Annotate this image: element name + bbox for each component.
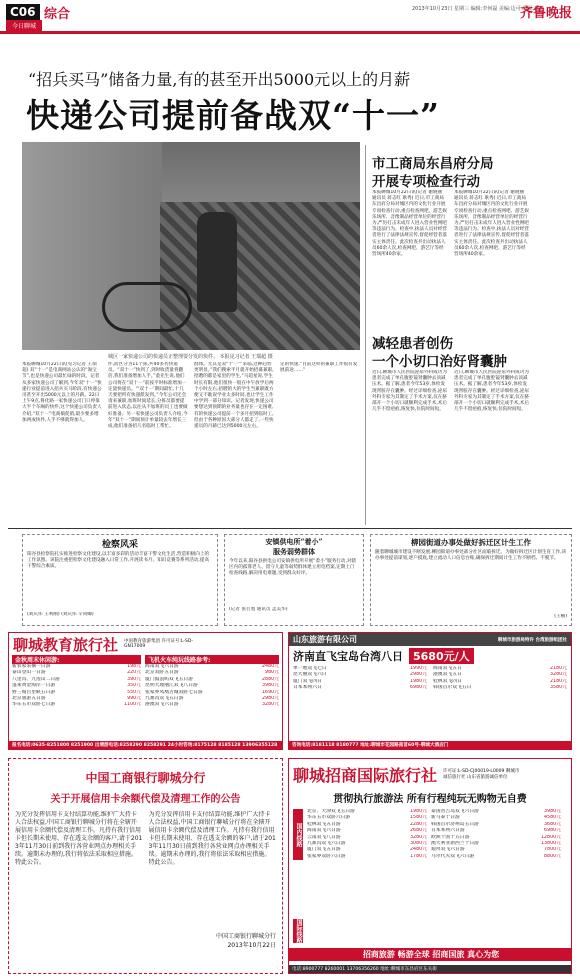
ad-merchants-intl-route-row <box>431 854 561 860</box>
ad-shandong-route-row <box>293 685 427 691</box>
route-name: 张家界凤凰古城双卧七日游 <box>145 689 203 695</box>
box-family-planning <box>370 534 572 626</box>
route-price: 2480元 <box>409 847 427 853</box>
main-col-3: 群体。尤其是双“十一”“来临,这种趋势更明显。”我们搜索半月就开始招募兼职,招聘的都是家里的学生,“马超星说,学生时长有限,他们很快一般在中午放学后两个小时左右,招聘的大的学生当兼职既方便又不耽误学业太多时间,也让学生工作中学到一部分知识。记者发现,快递公司要想达到预期的业务量也存在一定困难,有的快递公司提前一个多月招到临时工,但由于各种原因大部分人都走了,一些快递员的月薪已达到5000元左右。 <box>194 362 274 430</box>
route-price: 13800元 <box>540 841 561 847</box>
route-price: 7800元 <box>543 847 561 853</box>
route-price: 2280元 <box>409 821 427 827</box>
section-title: 综合 <box>44 7 71 22</box>
ad-merchants-bottom-slogan: 招商旅游 畅游全球 招商国旅 真心为您 <box>289 948 572 961</box>
route-name: 八里沟、九莲山二日游 <box>12 676 60 682</box>
route-name: 九寨沟双飞五日游 <box>145 696 184 702</box>
box-power-subtitle: 服务弱势群体 <box>273 547 315 556</box>
route-price: 1990元 <box>409 666 427 671</box>
sub-section: 今日聊城 <box>6 20 42 31</box>
ad-education-flights <box>145 655 279 709</box>
route-name: 新农家采摘一日游 <box>12 664 51 669</box>
main-kicker: “招兵买马”储备力量,有的甚至开出5000元以上的月薪 <box>28 70 411 89</box>
side-story-2-title: 减轻患者创伤 <box>372 336 453 352</box>
route-price: 3280元 <box>261 702 279 708</box>
newspaper-logo: 齐鲁晚报 <box>520 6 573 21</box>
ad-merchants-contact: 电话:8900777 8260001 13706356260 地址:聊城市东昌府区东关街 <box>289 965 572 973</box>
ad-education-title: 聊城教育旅行社 <box>13 635 119 654</box>
route-name: 港澳双飞五日 <box>433 672 462 678</box>
ad-education-travel <box>8 632 283 750</box>
route-name: 日本本州六日游 <box>431 828 465 834</box>
route-price: 350元 <box>127 683 142 689</box>
route-price: 3280元 <box>549 672 567 678</box>
ad-education-flight-route-row <box>145 702 279 708</box>
bank-notice-date: 2013年10月22日 <box>227 942 276 949</box>
main-col-4: 定的快递,“目前这样的兼职工作很有发展前途……” <box>280 362 358 374</box>
ad-shandong-price: 5680元/人 <box>409 648 474 664</box>
page-code: C06 <box>6 4 40 20</box>
bank-notice <box>8 758 283 974</box>
route-name: 欧洲十国十五日游 <box>431 834 470 840</box>
side-story-1-body-a: 本报聊城10月22日讯(记者 谢晓丽 通讯员 蒋志红 耿秀) 近日,市工商局东昌府分局对城区内的文化行业开展专项检查行动,重点检查网吧、游艺娱乐场所、音像制品经营单位的经营行为,严厉打击未成年人进入营业性网吧等违法行为。检查中,执法人员对经营者进行了法律法规宣传,督促经营者落实主体责任。此次检查共出动执法人员60余人次,检查网吧、游艺厅等经营场所40余家。 <box>372 190 447 258</box>
box-power <box>224 534 364 626</box>
route-name: 日本本州六日 <box>293 685 322 691</box>
box-power-byline: (记者 张召旭 通讯员 孟美华) <box>229 607 288 612</box>
ad-education-local <box>12 655 141 709</box>
column-divider <box>365 145 366 525</box>
route-price: 220元 <box>127 670 142 676</box>
route-price: 390元 <box>127 676 142 682</box>
route-name: 桂林双飞四日 <box>433 678 462 684</box>
side-story-2-body-a: 近日,聊城市人民医院泌尿外科成功为患者完成了单孔腹腔镜肾囊肿去顶减压术。据了解,患者今年53岁,体检发现肾脏存在囊肿。经过详细检查,泌尿外科专家为其制定了手术方案,仅在脐部开一个小切口就顺利完成手术,术后几乎不留疤痕,恢复快,住院时间短。 <box>372 370 447 413</box>
side-story-2-subtitle: 一个小切口治好肾囊肿 <box>372 354 507 370</box>
ad-merchants-license: 许可证:L-SD-CJ00019-L0009 聊城市诚信旅行社 山东省旅游诚信单位 <box>443 769 520 780</box>
route-name: 北京双卧五日游 <box>145 670 179 676</box>
bank-notice-body-b: 为充分发挥信用卡支付结算功能,维护广大持卡人合法权益,中国工商银行聊城分行将在全辖开展信用卡余额代偿及清理工作。凡持有我行信用卡但长期未使用、存在透支余额的客户,请于2013年11月30日前到我行各营业网点办理相关手续。逾期未办理的,我行将依法采取相应措施。特此公告。 <box>148 811 276 866</box>
route-price: 1980元 <box>409 678 427 684</box>
ad-shandong-brand-sub: 聊城市旅游局特许 台湾旅游组团社 <box>497 637 567 643</box>
main-col-1: 本报聊城10月22日讯(见习记者 王瑞超) 双“十一”是电商网站公认的“淘宝节”,也是快递公司最忙碌的时段。记者从多家快递公司了解到,今年双“十一”快递行业提前进入招兵买马阶段,有快递公司甚至开出5000元以上的月薪。22日上午9点,鲁化路一家快递公司门口停靠大半个车厢的快件,这个快递公司负责人介绍,“双十一”电商搞促销,最少要多增加两成快件,人手不够就得加人。 <box>22 362 102 423</box>
route-price: 3080元 <box>409 841 427 847</box>
route-price: 2480元 <box>261 664 279 669</box>
route-price: 2180元 <box>549 666 567 671</box>
route-price: 3680元 <box>543 821 561 827</box>
ad-merchants-domestic-label: 国内线路 <box>293 809 303 860</box>
route-price: 3980元 <box>261 683 279 689</box>
route-name: 昆明大理丽江双飞八日游 <box>145 683 198 689</box>
route-name: 韩国首尔双飞五日 <box>433 685 472 691</box>
route-price: 2680元 <box>409 828 427 834</box>
ad-shandong-brand: 山东旅游有限公司 <box>293 635 357 644</box>
route-name: 单一地双飞七日 <box>293 666 327 671</box>
ad-education-license: 中国教育旅游集团 许可证号:L-SD-GN17009 <box>124 638 193 649</box>
news-photo <box>22 142 360 350</box>
route-name: 港澳双飞六日游 <box>145 702 179 708</box>
route-price: 2980元 <box>261 696 279 702</box>
route-name: 新马泰十日游 <box>431 815 460 821</box>
bank-notice-subtitle: 关于开展信用卡余额代偿及清理工作的公告 <box>50 794 241 805</box>
box-prosecutor-title: 检察风采 <box>101 540 138 550</box>
route-name: 蓬莱黄金海岸一日游 <box>12 683 56 689</box>
main-headline: 快递公司提前备战双“十一” <box>26 96 440 135</box>
route-name: 北京、天津双飞五日游 <box>307 809 355 814</box>
box-family-planning-byline: (王楠) <box>554 614 567 619</box>
route-name: 昆大丽双飞六日 <box>293 672 327 678</box>
ad-education-local-title: 金秋周末休闲游: <box>12 655 141 664</box>
route-price: 6980元 <box>409 685 427 691</box>
photo-caption: 城区一家快递公司的快递员正整理要分发的快件。 本报见习记者 王瑞超 摄 <box>108 354 273 360</box>
route-name: 九寨沟双飞六日游 <box>307 841 346 847</box>
route-name: 华东五市双卧七日游 <box>12 702 56 708</box>
issue-meta: 2013年10月23日 星期三 编辑:李何磊 美编:边可 组版:郑芝 <box>412 6 544 12</box>
box-family-planning-title: 柳园街道办事处做好拆迁区计生工作 <box>411 538 531 547</box>
route-name: 野三坡百里峡五日游 <box>12 689 56 695</box>
route-name: 马尔代夫双飞六日游 <box>431 853 475 859</box>
route-name: 云南双飞八日游 <box>307 834 341 840</box>
ad-shandong-promo: 济南直飞宝岛台湾八日 <box>293 650 403 663</box>
header-rule <box>0 31 580 34</box>
route-name: 泰山登山一日游 <box>12 670 46 676</box>
route-price: 198元 <box>127 664 142 669</box>
bank-notice-signature: 中国工商银行聊城分行 <box>215 933 276 940</box>
route-name: 张家界双卧六日游 <box>307 853 346 859</box>
ad-shandong-travel <box>288 632 572 750</box>
box-prosecutor <box>22 534 218 626</box>
route-name: 北京旅游五日游 <box>12 696 46 702</box>
route-price: 12800元 <box>540 834 561 840</box>
route-name: 泰国普吉岛双飞六日游 <box>431 809 479 814</box>
route-price: 550元 <box>127 689 142 695</box>
ad-merchants-travel <box>288 758 572 974</box>
route-price: 8800元 <box>543 853 561 859</box>
route-name: 迪拜双飞六日游 <box>431 847 465 853</box>
route-name: 海南双飞五日 <box>433 666 462 671</box>
route-name: 海南双飞六日游 <box>145 664 179 669</box>
side-story-2-body-b: 近日,聊城市人民医院泌尿外科成功为患者完成了单孔腹腔镜肾囊肿去顶减压术。据了解,患者今年53岁,体检发现肾脏存在囊肿。经过详细检查,泌尿外科专家为其制定了手术方案,仅在脐部开一个小切口就顺利完成手术,术后几乎不留疤痕,恢复快,住院时间短。 <box>454 370 529 413</box>
box-prosecutor-body: 阳谷县检察院扎实推进检察文化建设,以丰富多彩的活动丰富干警文化生活,营造积极向上的工作氛围。该院注重把检察文化建设融入日常工作,开展读书月、知识竞赛等系列活动,提高干警综合素质。 <box>27 552 210 570</box>
box-prosecutor-byline: (刘庆伟 王利刚) (刘庆伟 辛同卿) <box>27 612 94 617</box>
route-price: 3580元 <box>549 685 567 691</box>
ad-shandong-footer: 咨询电话:8181118 8180777 地址:聊城市花园路南首60号-聊城大酒店门 <box>289 741 572 749</box>
page-header <box>0 0 580 34</box>
ad-merchants-slogan: 贯彻执行旅游法 所有行程纯玩无购物无自费 <box>333 794 527 805</box>
section-rule <box>8 528 572 529</box>
route-price: 2180元 <box>549 678 567 684</box>
box-family-planning-body: 随着聊城城市建设不断发展,柳园街道办事处部分社区面临拆迁。为做好拆迁区计划生育工作,该办事处提前谋划,逐户摸底,建立流动人口信息台账,确保拆迁期间计生工作不断档、不脱节。 <box>375 550 567 562</box>
ad-shandong-route-row <box>433 685 567 691</box>
route-name: 厦门鼓浪屿双飞五日游 <box>145 676 193 682</box>
side-story-1-title: 市工商局东昌府分局 <box>372 156 494 172</box>
box-power-body: 今年以来,阳谷县供电公司安镇供电所开展“着小”服务行动,对辖区内的孤寡老人、留守儿童等弱势群体建立用电档案,定期上门检查线路,解决用电难题,受到群众好评。 <box>229 559 357 577</box>
ad-education-phones: 报名电话:0635-8251800 8251900 出境游电话:8258290 8258291 24小时咨询:8175128 8185128 13906355128 <box>9 741 283 749</box>
route-price: 1100元 <box>124 702 142 708</box>
route-price: 1780元 <box>409 853 427 859</box>
ad-merchants-title: 聊城招商国际旅行社 <box>293 766 438 785</box>
main-col-2: 件,而区分为11个部,共40多名快递员。“双十一”快到了,到时收货量将翻倍,我们准备增加人手。”童先生说,他们公司将在“双十一”前按平时标准增加一定量快递员。“‘双十一’期间最忙,十几天要把所有快递派发到。”今年公司还会请来兼职,加班时间延长,分拣员都要提前进入状态,以往从不加班的员工也要做好准备。另一家快递公司负责人介绍,今年“双十一”期间预计单量较去年增长三成,他们准备招几名临时工帮忙。 <box>108 362 188 430</box>
box-power-title: 安镇供电所“着小” <box>265 537 323 546</box>
route-price: 990元 <box>127 696 142 702</box>
route-name: 澳大利亚新西兰十日游 <box>431 841 479 847</box>
route-price: 6980元 <box>543 828 561 834</box>
route-name: 华东五市双卧六日游 <box>307 815 351 821</box>
route-name: 桂林双飞五日游 <box>307 821 341 827</box>
bank-notice-body-a: 为充分发挥信用卡支付结算功能,维护广大持卡人合法权益,中国工商银行聊城分行将在全辖开展信用卡余额代偿及清理工作。凡持有我行信用卡但长期未使用、存在透支余额的客户,请于2013年11月30日前到我行各营业网点办理相关手续。逾期未办理的,我行将依法采取相应措施。特此公告。 <box>15 811 143 866</box>
route-name: 厦门双飞四日 <box>293 678 322 684</box>
route-price: 1580元 <box>409 815 427 821</box>
route-name: 海南双飞六日游 <box>307 828 341 834</box>
route-price: 980元 <box>265 670 279 676</box>
route-name: 韩国首尔济州岛五日游 <box>431 821 479 827</box>
side-story-1-subtitle: 开展专项检查行动 <box>372 174 480 190</box>
route-price: 1690元 <box>261 689 279 695</box>
route-price: 3980元 <box>543 809 561 814</box>
bank-notice-title: 中国工商银行聊城分行 <box>85 771 206 785</box>
ad-education-flights-title: 飞机火车纯玩线路参考: <box>145 655 279 664</box>
ad-merchants-domestic-route-row <box>307 854 427 860</box>
ad-education-local-route-row <box>12 702 141 708</box>
route-price: 2880元 <box>261 676 279 682</box>
route-price: 3280元 <box>409 834 427 840</box>
route-price: 1980元 <box>409 809 427 814</box>
route-price: 2980元 <box>409 672 427 678</box>
side-story-1-body-b: 本报聊城10月22日讯(记者 谢晓丽 通讯员 蒋志红 耿秀) 近日,市工商局东昌府分局对城区内的文化行业开展专项检查行动,重点检查网吧、游艺娱乐场所、音像制品经营单位的经营行为,严厉打击未成年人进入营业性网吧等违法行为。检查中,执法人员对经营者进行了法律法规宣传,督促经营者落实主体责任。此次检查共出动执法人员60余人次,检查网吧、游艺厅等经营场所40余家。 <box>454 190 529 258</box>
route-name: 厦门双飞五日游 <box>307 847 341 853</box>
ad-merchants-intl-label: 国际线路 <box>295 919 302 943</box>
route-price: 4580元 <box>543 815 561 821</box>
